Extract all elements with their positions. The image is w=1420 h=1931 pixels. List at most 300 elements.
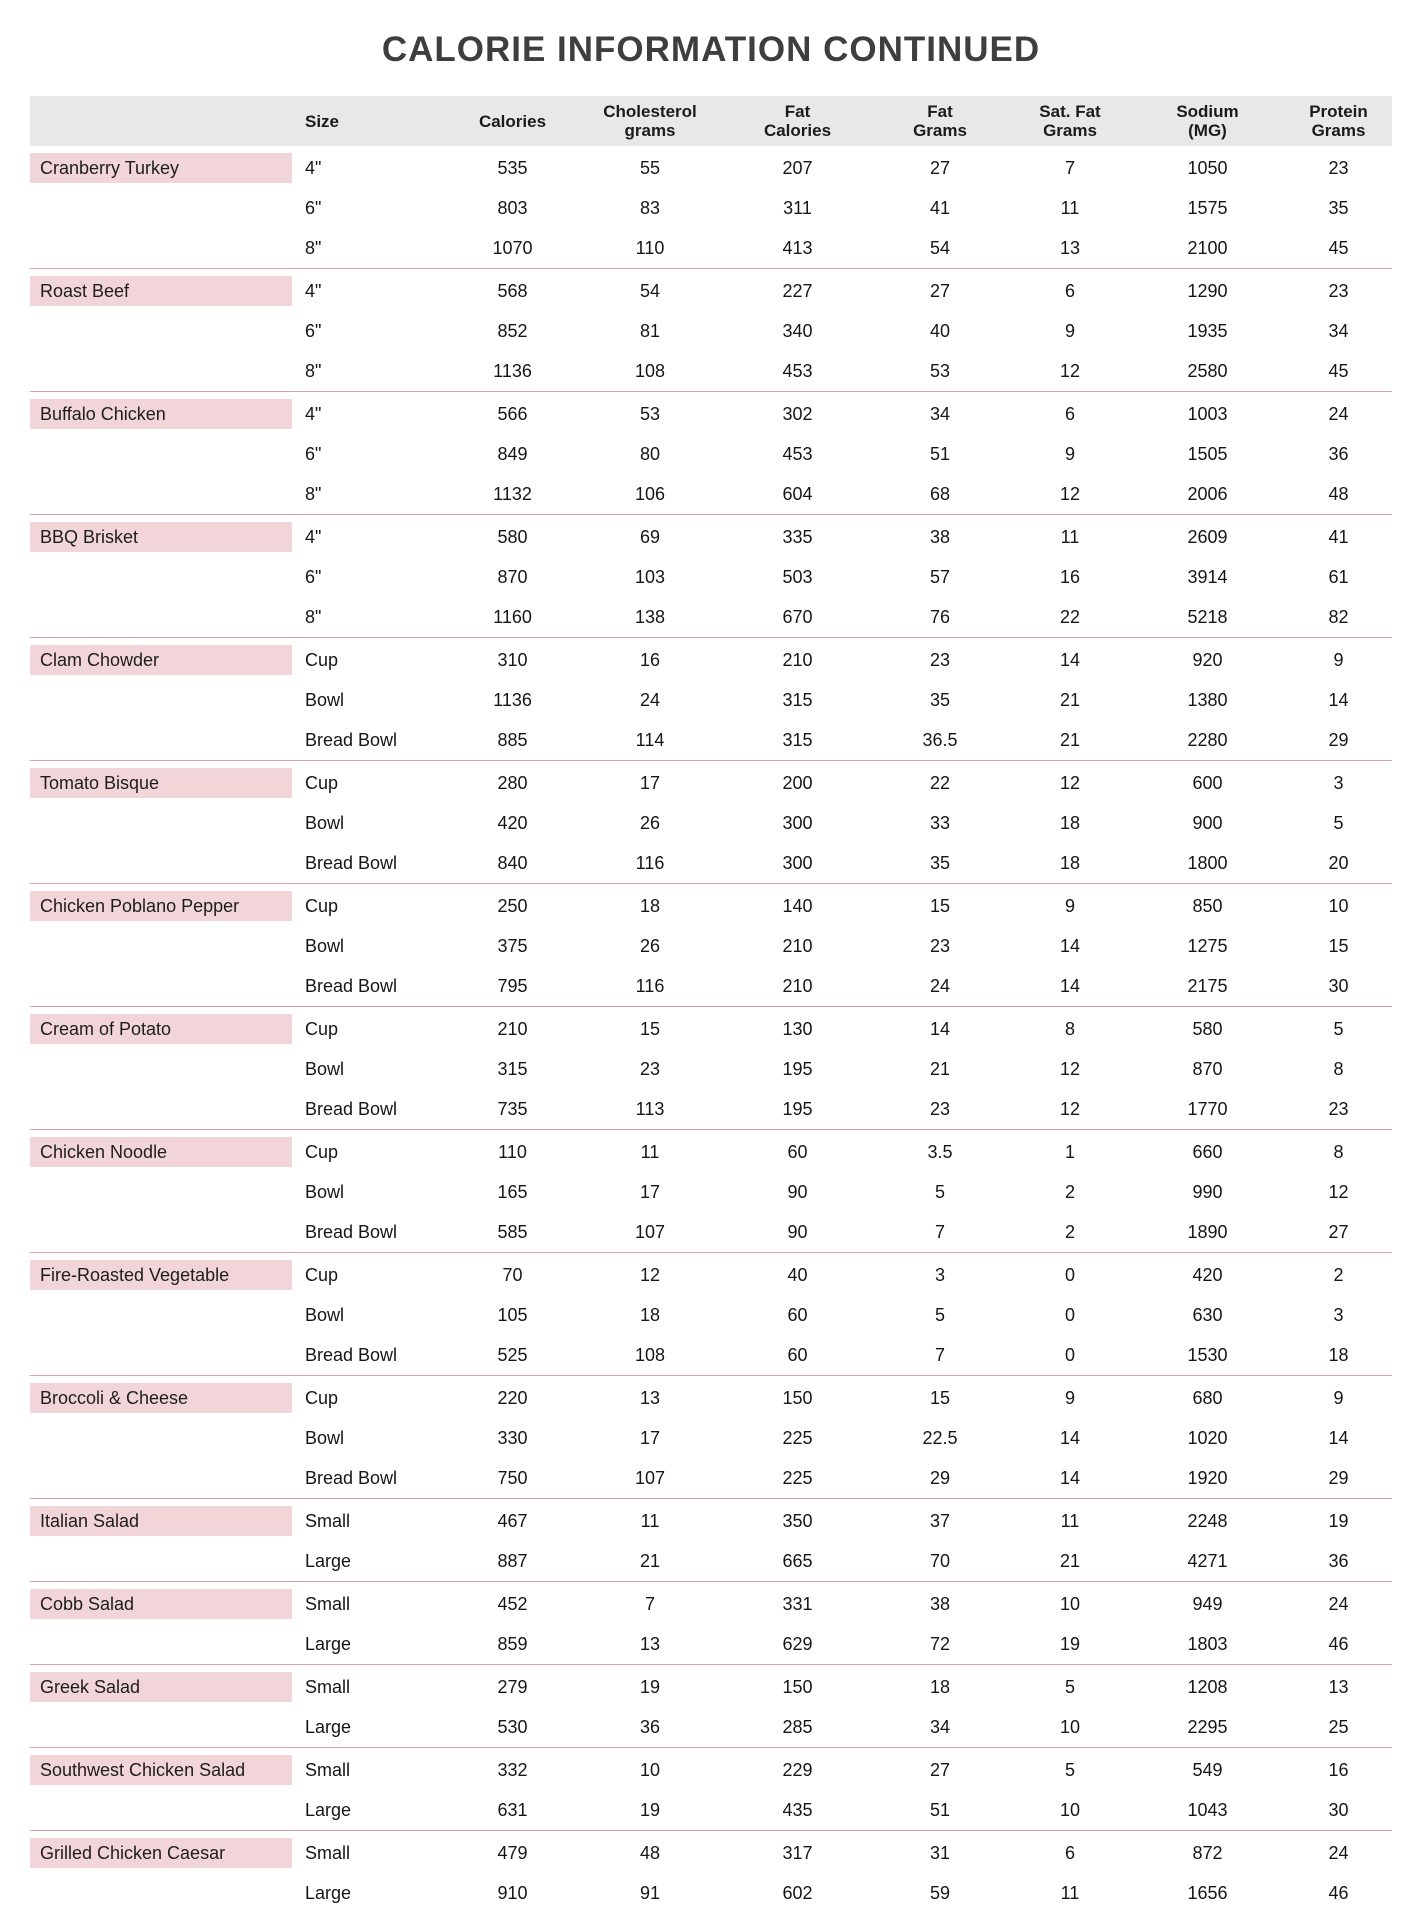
sat-fat-grams-cell: 13 <box>1059 237 1081 258</box>
sat-fat-grams-cell: 9 <box>1064 443 1075 464</box>
calories-cell: 852 <box>497 320 528 341</box>
protein-grams-cell: 23 <box>1328 157 1349 178</box>
size-cell: Bowl <box>305 935 345 956</box>
food-name-label: Buffalo Chicken <box>30 399 292 429</box>
food-label-cell <box>30 645 295 675</box>
size-cell: Bowl <box>305 1304 345 1325</box>
sodium-mg-cell: 580 <box>1192 1018 1223 1039</box>
cholesterol-grams-cell: 17 <box>639 772 661 793</box>
column-header-sat-fat-grams: Sat. Fat Grams <box>1039 102 1101 140</box>
fat-grams-cell: 34 <box>929 403 951 424</box>
size-cell: Small <box>305 1593 351 1614</box>
table-row <box>30 394 1392 434</box>
fat-calories-cell: 340 <box>782 320 813 341</box>
table-row <box>30 148 1392 188</box>
fat-calories-cell: 40 <box>787 1264 808 1285</box>
sodium-mg-cell: 949 <box>1192 1593 1223 1614</box>
sodium-mg-cell: 1575 <box>1187 197 1228 218</box>
column-header-size: Size <box>305 111 340 131</box>
calories-cell: 452 <box>497 1593 528 1614</box>
cholesterol-grams-cell: 11 <box>640 1510 660 1531</box>
size-cell: 8" <box>305 483 322 504</box>
fat-calories-cell: 150 <box>782 1387 813 1408</box>
fat-calories-cell: 225 <box>782 1467 813 1488</box>
size-cell: Cup <box>305 772 339 793</box>
fat-grams-cell: 35 <box>929 689 951 710</box>
cholesterol-grams-cell: 83 <box>639 197 661 218</box>
table-row <box>30 803 1392 843</box>
protein-grams-cell: 24 <box>1328 1842 1349 1863</box>
table-row <box>30 926 1392 966</box>
cholesterol-grams-cell: 16 <box>639 649 661 670</box>
table-row <box>30 680 1392 720</box>
fat-calories-cell: 315 <box>782 729 813 750</box>
table-row <box>30 271 1392 311</box>
size-cell: Cup <box>305 1264 339 1285</box>
sat-fat-grams-cell: 9 <box>1064 895 1075 916</box>
food-label-cell <box>30 1838 295 1868</box>
fat-calories-cell: 670 <box>782 606 813 627</box>
fat-grams-cell: 53 <box>929 360 951 381</box>
food-group <box>30 1006 1392 1129</box>
sat-fat-grams-cell: 5 <box>1064 1759 1075 1780</box>
food-label-cell <box>30 1506 295 1536</box>
protein-grams-cell: 9 <box>1333 649 1344 670</box>
food-name-label: Roast Beef <box>30 276 292 306</box>
table-row <box>30 763 1392 803</box>
sat-fat-grams-cell: 21 <box>1059 689 1081 710</box>
sat-fat-grams-cell: 2 <box>1064 1221 1075 1242</box>
table-row <box>30 188 1392 228</box>
fat-grams-cell: 36.5 <box>922 729 958 750</box>
fat-calories-cell: 453 <box>782 360 813 381</box>
table-row <box>30 843 1392 883</box>
cholesterol-grams-cell: 91 <box>639 1882 661 1903</box>
fat-calories-cell: 315 <box>782 689 813 710</box>
protein-grams-cell: 29 <box>1328 729 1349 750</box>
fat-calories-cell: 503 <box>782 566 813 587</box>
sat-fat-grams-cell: 11 <box>1060 526 1080 547</box>
table-row <box>30 434 1392 474</box>
fat-grams-cell: 70 <box>929 1550 951 1571</box>
protein-grams-cell: 46 <box>1328 1882 1349 1903</box>
cholesterol-grams-cell: 26 <box>639 812 661 833</box>
sodium-mg-cell: 5218 <box>1187 606 1228 627</box>
cholesterol-grams-cell: 110 <box>635 237 665 258</box>
food-group <box>30 1498 1392 1581</box>
sodium-mg-cell: 1890 <box>1187 1221 1228 1242</box>
calories-cell: 795 <box>497 975 528 996</box>
sat-fat-grams-cell: 18 <box>1059 852 1081 873</box>
sat-fat-grams-cell: 14 <box>1059 1467 1081 1488</box>
food-group <box>30 514 1392 637</box>
cholesterol-grams-cell: 69 <box>639 526 661 547</box>
food-group <box>30 760 1392 883</box>
fat-calories-cell: 285 <box>782 1716 813 1737</box>
size-cell: 8" <box>305 360 322 381</box>
fat-calories-cell: 229 <box>782 1759 813 1780</box>
table-row <box>30 1335 1392 1375</box>
fat-grams-cell: 57 <box>929 566 951 587</box>
sat-fat-grams-cell: 6 <box>1064 1842 1075 1863</box>
cholesterol-grams-cell: 114 <box>635 729 665 750</box>
cholesterol-grams-cell: 10 <box>639 1759 661 1780</box>
protein-grams-cell: 3 <box>1333 772 1344 793</box>
fat-calories-cell: 150 <box>782 1676 813 1697</box>
cholesterol-grams-cell: 15 <box>639 1018 661 1039</box>
size-cell: 8" <box>305 606 322 627</box>
column-header-protein-grams: Protein Grams <box>1309 102 1368 140</box>
calories-cell: 467 <box>497 1510 528 1531</box>
fat-calories-cell: 90 <box>787 1181 808 1202</box>
fat-calories-cell: 453 <box>782 443 813 464</box>
sat-fat-grams-cell: 12 <box>1059 360 1081 381</box>
sat-fat-grams-cell: 11 <box>1060 1510 1080 1531</box>
fat-grams-cell: 22 <box>929 772 951 793</box>
sodium-mg-cell: 2609 <box>1187 526 1228 547</box>
table-row <box>30 1009 1392 1049</box>
calories-cell: 210 <box>497 1018 528 1039</box>
fat-grams-cell: 37 <box>929 1510 951 1531</box>
fat-grams-cell: 18 <box>929 1676 951 1697</box>
fat-grams-cell: 31 <box>929 1842 951 1863</box>
sodium-mg-cell: 3914 <box>1187 566 1228 587</box>
fat-grams-cell: 7 <box>934 1221 945 1242</box>
table-row <box>30 720 1392 760</box>
table-row <box>30 351 1392 391</box>
calories-cell: 165 <box>497 1181 528 1202</box>
size-cell: 6" <box>305 566 322 587</box>
table-row <box>30 1790 1392 1830</box>
cholesterol-grams-cell: 18 <box>639 1304 661 1325</box>
calories-cell: 887 <box>497 1550 528 1571</box>
food-name-label: Fire-Roasted Vegetable <box>30 1260 292 1290</box>
food-name-label: Cobb Salad <box>30 1589 292 1619</box>
sat-fat-grams-cell: 22 <box>1059 606 1081 627</box>
size-cell: 6" <box>305 320 322 341</box>
calories-cell: 849 <box>497 443 528 464</box>
sodium-mg-cell: 872 <box>1192 1842 1223 1863</box>
fat-grams-cell: 21 <box>929 1058 951 1079</box>
column-header-sodium-mg: Sodium (MG) <box>1176 102 1239 140</box>
fat-grams-cell: 38 <box>929 526 951 547</box>
food-label-cell <box>30 1137 295 1167</box>
food-group <box>30 391 1392 514</box>
calories-cell: 530 <box>497 1716 528 1737</box>
sat-fat-grams-cell: 11 <box>1060 197 1080 218</box>
sat-fat-grams-cell: 21 <box>1059 729 1081 750</box>
sat-fat-grams-cell: 5 <box>1064 1676 1075 1697</box>
sat-fat-grams-cell: 2 <box>1064 1181 1075 1202</box>
food-name-label: Greek Salad <box>30 1672 292 1702</box>
calories-cell: 803 <box>497 197 528 218</box>
protein-grams-cell: 5 <box>1333 812 1344 833</box>
fat-grams-cell: 5 <box>934 1304 945 1325</box>
fat-grams-cell: 59 <box>929 1882 951 1903</box>
fat-grams-cell: 7 <box>934 1344 945 1365</box>
fat-calories-cell: 210 <box>782 935 813 956</box>
food-name-label: Broccoli & Cheese <box>30 1383 292 1413</box>
table-row <box>30 228 1392 268</box>
size-cell: Cup <box>305 1141 339 1162</box>
sodium-mg-cell: 1935 <box>1187 320 1228 341</box>
table-row <box>30 311 1392 351</box>
food-group <box>30 883 1392 1006</box>
fat-calories-cell: 60 <box>787 1304 808 1325</box>
sodium-mg-cell: 1770 <box>1187 1098 1228 1119</box>
food-label-cell <box>30 276 295 306</box>
sodium-mg-cell: 2006 <box>1187 483 1228 504</box>
cholesterol-grams-cell: 53 <box>639 403 661 424</box>
calories-cell: 330 <box>497 1427 528 1448</box>
fat-grams-cell: 72 <box>929 1633 951 1654</box>
fat-calories-cell: 90 <box>787 1221 808 1242</box>
size-cell: Bowl <box>305 689 345 710</box>
cholesterol-grams-cell: 108 <box>634 1344 666 1365</box>
calories-cell: 580 <box>497 526 528 547</box>
calories-cell: 910 <box>497 1882 528 1903</box>
protein-grams-cell: 8 <box>1333 1141 1344 1162</box>
fat-grams-cell: 38 <box>929 1593 951 1614</box>
cholesterol-grams-cell: 81 <box>639 320 661 341</box>
size-cell: Bread Bowl <box>305 1098 398 1119</box>
sat-fat-grams-cell: 10 <box>1059 1716 1081 1737</box>
size-cell: Small <box>305 1510 351 1531</box>
fat-grams-cell: 51 <box>929 1799 951 1820</box>
size-cell: Large <box>305 1799 352 1820</box>
size-cell: Cup <box>305 649 339 670</box>
table-row <box>30 640 1392 680</box>
fat-calories-cell: 665 <box>782 1550 813 1571</box>
protein-grams-cell: 46 <box>1328 1633 1349 1654</box>
fat-calories-cell: 207 <box>782 157 813 178</box>
table-row <box>30 966 1392 1006</box>
cholesterol-grams-cell: 106 <box>634 483 666 504</box>
sat-fat-grams-cell: 10 <box>1059 1593 1081 1614</box>
fat-grams-cell: 23 <box>929 649 951 670</box>
calories-cell: 750 <box>497 1467 528 1488</box>
fat-calories-cell: 195 <box>782 1098 813 1119</box>
sat-fat-grams-cell: 21 <box>1059 1550 1081 1571</box>
size-cell: Bowl <box>305 812 345 833</box>
protein-grams-cell: 24 <box>1328 403 1349 424</box>
sodium-mg-cell: 920 <box>1192 649 1223 670</box>
protein-grams-cell: 30 <box>1328 975 1349 996</box>
table-row <box>30 1833 1392 1873</box>
protein-grams-cell: 12 <box>1328 1181 1349 1202</box>
calories-cell: 105 <box>497 1304 528 1325</box>
table-row <box>30 1089 1392 1129</box>
food-group <box>30 1252 1392 1375</box>
calories-cell: 279 <box>497 1676 528 1697</box>
protein-grams-cell: 25 <box>1328 1716 1349 1737</box>
sat-fat-grams-cell: 12 <box>1059 1058 1081 1079</box>
size-cell: Bread Bowl <box>305 729 398 750</box>
fat-grams-cell: 27 <box>929 1759 951 1780</box>
fat-calories-cell: 210 <box>782 649 813 670</box>
fat-grams-cell: 76 <box>929 606 951 627</box>
protein-grams-cell: 29 <box>1328 1467 1349 1488</box>
calories-cell: 568 <box>497 280 528 301</box>
table-row <box>30 1418 1392 1458</box>
cholesterol-grams-cell: 13 <box>639 1633 661 1654</box>
fat-calories-cell: 130 <box>782 1018 813 1039</box>
sodium-mg-cell: 1380 <box>1187 689 1228 710</box>
size-cell: Bowl <box>305 1427 345 1448</box>
protein-grams-cell: 24 <box>1328 1593 1349 1614</box>
food-name-label: BBQ Brisket <box>30 522 292 552</box>
sodium-mg-cell: 850 <box>1192 895 1223 916</box>
sodium-mg-cell: 660 <box>1192 1141 1223 1162</box>
sat-fat-grams-cell: 0 <box>1064 1264 1075 1285</box>
calories-cell: 479 <box>497 1842 528 1863</box>
cholesterol-grams-cell: 103 <box>634 566 666 587</box>
food-label-cell <box>30 1383 295 1413</box>
size-cell: Large <box>305 1716 352 1737</box>
sat-fat-grams-cell: 7 <box>1064 157 1075 178</box>
protein-grams-cell: 20 <box>1328 852 1349 873</box>
size-cell: 8" <box>305 237 322 258</box>
cholesterol-grams-cell: 13 <box>639 1387 661 1408</box>
protein-grams-cell: 16 <box>1328 1759 1349 1780</box>
food-name-label: Cream of Potato <box>30 1014 292 1044</box>
sodium-mg-cell: 1275 <box>1187 935 1228 956</box>
cholesterol-grams-cell: 23 <box>639 1058 661 1079</box>
protein-grams-cell: 35 <box>1328 197 1349 218</box>
table-row <box>30 1295 1392 1335</box>
size-cell: Bread Bowl <box>305 1467 398 1488</box>
calories-cell: 585 <box>497 1221 528 1242</box>
sodium-mg-cell: 2280 <box>1187 729 1228 750</box>
cholesterol-grams-cell: 116 <box>635 852 665 873</box>
size-cell: Large <box>305 1882 352 1903</box>
sat-fat-grams-cell: 14 <box>1059 975 1081 996</box>
sat-fat-grams-cell: 12 <box>1059 1098 1081 1119</box>
calories-cell: 420 <box>497 812 528 833</box>
cholesterol-grams-cell: 21 <box>639 1550 661 1571</box>
fat-grams-cell: 23 <box>929 1098 951 1119</box>
sat-fat-grams-cell: 19 <box>1059 1633 1081 1654</box>
protein-grams-cell: 36 <box>1328 1550 1349 1571</box>
sodium-mg-cell: 680 <box>1192 1387 1223 1408</box>
sodium-mg-cell: 1530 <box>1187 1344 1228 1365</box>
food-label-cell <box>30 522 295 552</box>
sat-fat-grams-cell: 8 <box>1064 1018 1075 1039</box>
protein-grams-cell: 41 <box>1328 526 1349 547</box>
fat-grams-cell: 41 <box>929 197 951 218</box>
sodium-mg-cell: 1020 <box>1187 1427 1228 1448</box>
size-cell: 4" <box>305 403 322 424</box>
fat-calories-cell: 602 <box>782 1882 813 1903</box>
sodium-mg-cell: 1505 <box>1187 443 1228 464</box>
sat-fat-grams-cell: 1 <box>1064 1141 1075 1162</box>
sodium-mg-cell: 1800 <box>1187 852 1228 873</box>
food-group <box>30 1747 1392 1830</box>
protein-grams-cell: 10 <box>1328 895 1349 916</box>
sodium-mg-cell: 1920 <box>1187 1467 1228 1488</box>
protein-grams-cell: 14 <box>1328 1427 1349 1448</box>
sodium-mg-cell: 600 <box>1192 772 1223 793</box>
fat-grams-cell: 29 <box>929 1467 951 1488</box>
protein-grams-cell: 61 <box>1328 566 1349 587</box>
table-row <box>30 1212 1392 1252</box>
protein-grams-cell: 15 <box>1328 935 1349 956</box>
calories-cell: 250 <box>497 895 528 916</box>
cholesterol-grams-cell: 116 <box>635 975 665 996</box>
food-group <box>30 1129 1392 1252</box>
food-name-label: Italian Salad <box>30 1506 292 1536</box>
cholesterol-grams-cell: 7 <box>644 1593 655 1614</box>
protein-grams-cell: 23 <box>1328 280 1349 301</box>
fat-grams-cell: 27 <box>929 157 951 178</box>
calories-cell: 310 <box>497 649 528 670</box>
protein-grams-cell: 8 <box>1333 1058 1344 1079</box>
fat-calories-cell: 300 <box>782 812 813 833</box>
food-name-label: Chicken Noodle <box>30 1137 292 1167</box>
calories-cell: 566 <box>497 403 528 424</box>
food-name-label: Chicken Poblano Pepper <box>30 891 292 921</box>
sat-fat-grams-cell: 11 <box>1060 1882 1080 1903</box>
sat-fat-grams-cell: 10 <box>1059 1799 1081 1820</box>
calories-cell: 525 <box>497 1344 528 1365</box>
fat-calories-cell: 195 <box>782 1058 813 1079</box>
table-row <box>30 1458 1392 1498</box>
calories-cell: 859 <box>497 1633 528 1654</box>
calories-cell: 840 <box>497 852 528 873</box>
column-header-fat-calories: Fat Calories <box>763 102 832 140</box>
column-header-fat-grams: Fat Grams <box>913 102 967 140</box>
food-group <box>30 268 1392 391</box>
protein-grams-cell: 82 <box>1328 606 1349 627</box>
sodium-mg-cell: 2295 <box>1187 1716 1228 1737</box>
fat-calories-cell: 350 <box>782 1510 813 1531</box>
sodium-mg-cell: 900 <box>1192 812 1223 833</box>
cholesterol-grams-cell: 48 <box>639 1842 661 1863</box>
fat-grams-cell: 15 <box>929 1387 951 1408</box>
cholesterol-grams-cell: 108 <box>634 360 666 381</box>
sodium-mg-cell: 1208 <box>1187 1676 1228 1697</box>
sodium-mg-cell: 549 <box>1192 1759 1223 1780</box>
sodium-mg-cell: 2248 <box>1187 1510 1228 1531</box>
size-cell: Cup <box>305 1387 339 1408</box>
calories-cell: 315 <box>497 1058 528 1079</box>
size-cell: Bowl <box>305 1181 345 1202</box>
fat-grams-cell: 24 <box>929 975 951 996</box>
sat-fat-grams-cell: 12 <box>1059 483 1081 504</box>
fat-grams-cell: 34 <box>929 1716 951 1737</box>
size-cell: Cup <box>305 1018 339 1039</box>
size-cell: Bowl <box>305 1058 345 1079</box>
size-cell: 4" <box>305 157 322 178</box>
food-label-cell <box>30 768 295 798</box>
cholesterol-grams-cell: 18 <box>639 895 661 916</box>
food-group <box>30 637 1392 760</box>
calories-cell: 70 <box>502 1264 523 1285</box>
sodium-mg-cell: 990 <box>1192 1181 1223 1202</box>
sodium-mg-cell: 1656 <box>1187 1882 1228 1903</box>
food-group <box>30 1375 1392 1498</box>
fat-calories-cell: 60 <box>787 1344 808 1365</box>
cholesterol-grams-cell: 107 <box>634 1467 666 1488</box>
table-row <box>30 1132 1392 1172</box>
food-name-label: Tomato Bisque <box>30 768 292 798</box>
cholesterol-grams-cell: 12 <box>639 1264 661 1285</box>
calories-cell: 1070 <box>492 237 533 258</box>
sodium-mg-cell: 4271 <box>1187 1550 1228 1571</box>
size-cell: Cup <box>305 895 339 916</box>
calories-cell: 885 <box>497 729 528 750</box>
sat-fat-grams-cell: 6 <box>1064 280 1075 301</box>
